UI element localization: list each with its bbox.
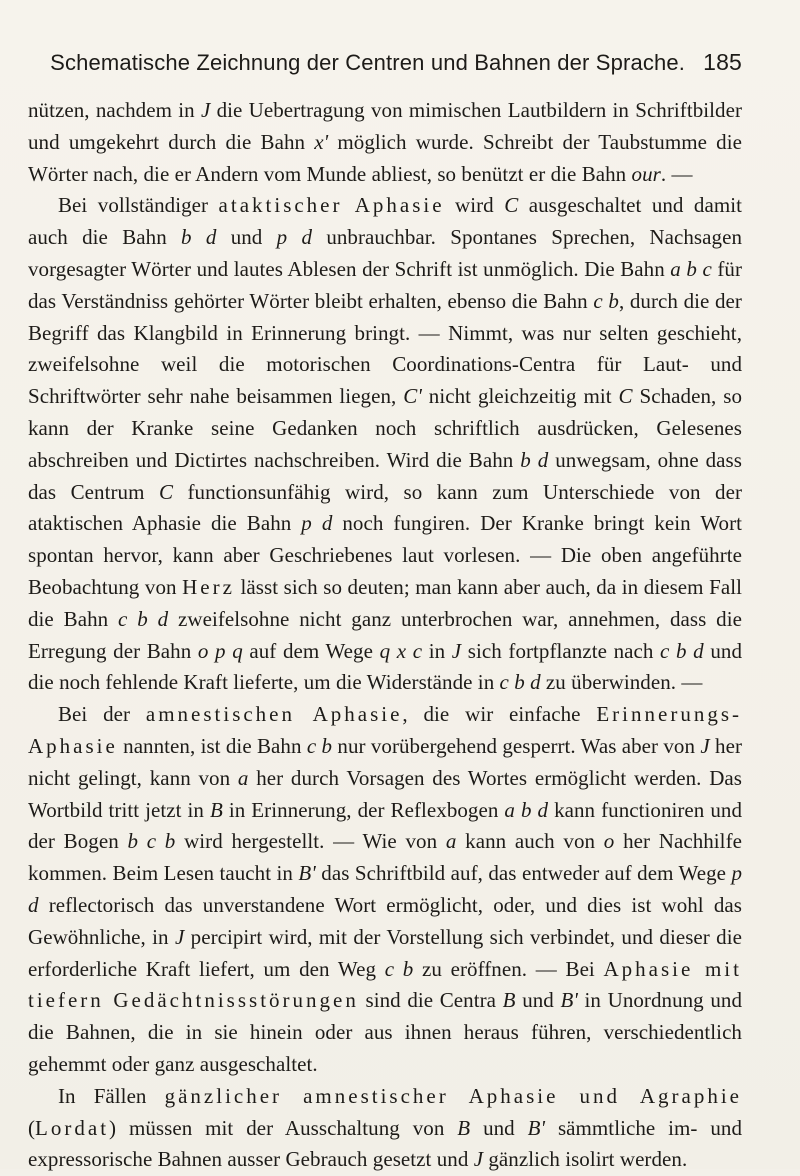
text-run: auf dem Wege (242, 638, 380, 663)
text-run: Schaden, so kann der Kranke seine Gedanken noch schriftlich ausdrücken, Gelesenes abschreiben und Dictirtes nachschreiben. Wird die Bahn (28, 384, 743, 472)
text-run: sich fortpflanzte nach (461, 638, 661, 663)
formula-symbol: J (200, 98, 211, 122)
formula-symbol: C' (403, 384, 422, 409)
formula-symbol: C (504, 193, 519, 218)
formula-symbol: B' (527, 1115, 546, 1140)
text-run: unwegsam, ohne dass das Centrum (28, 447, 742, 504)
text-run: Bei vollständiger (58, 193, 219, 218)
formula-symbol: J (451, 638, 462, 663)
paragraph (28, 95, 742, 190)
body-text (28, 95, 742, 1176)
formula-symbol: J (473, 1147, 484, 1172)
text-run: kann auch von (456, 829, 604, 854)
spaced-emphasis: ataktischer Aphasie (218, 193, 445, 218)
text-run: zweifelsohne nicht ganz unterbrochen war, annehmen, dass die Erregung der Bahn (28, 606, 742, 663)
formula-symbol: p d (28, 861, 742, 917)
text-run: zu eröffnen. — Bei (413, 956, 604, 981)
paragraph (28, 190, 742, 699)
text-run: sämmtliche im- und expressorische Bahnen ausser Gebrauch gesetzt und (28, 1115, 743, 1172)
text-run: für das Verständniss gehörter Wörter bleibt erhalten, ebenso die Bahn (28, 256, 742, 313)
text-run: und (470, 1115, 528, 1140)
text-run: gänzlich isolirt werden. (483, 1147, 688, 1172)
formula-symbol: c b (384, 956, 414, 981)
spaced-emphasis: amnestischen Aphasie (145, 702, 403, 727)
formula-symbol: b c b (127, 829, 176, 854)
text-run: her nicht gelingt, kann von (28, 733, 742, 790)
formula-symbol: c b (306, 733, 333, 758)
formula-symbol: a b d (504, 797, 549, 822)
formula-symbol: B' (560, 988, 578, 1013)
text-run: und (515, 988, 561, 1013)
running-header (32, 48, 742, 77)
formula-symbol: a b c (670, 256, 712, 281)
formula-symbol: B (502, 988, 516, 1013)
formula-symbol: b d (520, 447, 549, 472)
formula-symbol: C (618, 384, 633, 409)
text-run: Bei der (58, 702, 146, 727)
text-run: wird hergestellt. — Wie von (175, 829, 446, 854)
formula-symbol: p d (276, 225, 313, 250)
formula-symbol: c b d (499, 670, 541, 695)
formula-symbol: B (457, 1115, 471, 1140)
text-run: möglich wurde. Schreibt der Taubstumme die Wörter nach, die er Andern vom Munde abliest, so benützt er die Bahn (28, 129, 742, 186)
spaced-emphasis: gänzlicher amnestischer Aphasie und Agraphie (164, 1083, 743, 1108)
text-run: noch fungiren. Der Kranke bringt kein Wort spontan hervor, kann aber Geschriebenes laut vorlesen. — Die oben angeführte Beobachtung von (28, 511, 742, 599)
text-run: das Schriftbild auf, das entweder auf dem Wege (315, 861, 732, 886)
page-number: 185 (703, 49, 742, 75)
text-run: in Erinnerung, der Reflexbogen (222, 797, 505, 822)
paragraph (28, 1081, 742, 1176)
text-run: In Fällen (58, 1083, 165, 1108)
formula-symbol: c b d (660, 638, 704, 663)
text-run: ( (28, 1115, 36, 1140)
text-run: nannten, ist die Bahn (117, 733, 307, 758)
text-run: functionsunfähig wird, so kann zum Unterschiede von der ataktischen Aphasie die Bahn (28, 479, 742, 536)
text-run: . — (660, 161, 693, 186)
text-run: , die wir einfache (402, 702, 597, 727)
formula-symbol: b d (181, 225, 217, 250)
formula-symbol: B (209, 797, 223, 822)
spaced-emphasis: Lordat (35, 1115, 110, 1140)
text-run: nur vorübergehend gesperrt. Was aber von (332, 733, 701, 758)
spaced-emphasis: Erinnerungs-Aphasie (28, 702, 742, 758)
text-run: nützen, nachdem in (28, 98, 201, 122)
formula-symbol: q x c (379, 638, 423, 663)
text-run: nicht gleichzeitig mit (421, 384, 619, 409)
formula-symbol: C (158, 479, 173, 504)
text-run: in (422, 638, 452, 663)
spaced-emphasis: Herz (182, 574, 235, 599)
text-run: zu überwinden. — (540, 670, 703, 695)
formula-symbol: a (237, 765, 249, 790)
text-run: und die noch fehlende Kraft lieferte, um die Widerstände in (28, 638, 742, 695)
formula-symbol: our (631, 161, 661, 186)
paragraph (28, 699, 742, 1081)
text-run: her durch Vorsagen des Wortes ermöglicht werden. Das Wortbild tritt jetzt in (28, 765, 743, 822)
text-run: lässt sich so deuten; man kann aber auch, da in diesem Fall die Bahn (28, 574, 742, 631)
formula-symbol: J (174, 924, 185, 949)
formula-symbol: o p q (197, 638, 243, 663)
formula-symbol: x' (314, 129, 329, 154)
formula-symbol: p d (301, 511, 333, 536)
text-run: die Uebertragung von mimischen Lautbildern in Schriftbilder und umgekehrt durch die Bahn (28, 98, 742, 154)
running-title: Schematische Zeichnung der Centren und Bahnen der Sprache. (50, 50, 686, 75)
formula-symbol: c b d (118, 606, 169, 631)
text-run: unbrauchbar. Spontanes Sprechen, Nachsagen vorgesagter Wörter und lautes Ablesen der Schrift ist unmöglich. Die Bahn (28, 225, 742, 281)
text-run: percipirt wird, mit der Vorstellung sich verbindet, und dieser die erforderliche Kraft liefert, um den Weg (28, 924, 742, 981)
formula-symbol: B' (298, 861, 316, 886)
text-run: ) müssen mit der Ausschaltung von (109, 1115, 458, 1140)
text-run: wird (444, 193, 505, 218)
formula-symbol: J (700, 733, 710, 758)
text-run: sind die Centra (358, 988, 503, 1013)
formula-symbol: o (603, 829, 615, 854)
text-run: ausgeschaltet und damit auch die Bahn (28, 193, 743, 250)
spaced-emphasis: Aphasie mit tiefern Gedächtnissstörungen (28, 956, 742, 1013)
text-run: her Nachhilfe kommen. Beim Lesen taucht in (28, 829, 742, 886)
text-run: , durch die der Begriff das Klangbild in Erinnerung bringt. — Nimmt, was nur selten geschieht, zweifelsohne weil die motorischen Coordinations-Centra für Laut- und Schriftwörter sehr nahe beisammen liegen, (28, 288, 742, 409)
formula-symbol: c b (593, 288, 619, 313)
text-run: in Unordnung und die Bahnen, die in sie hinein oder aus ihnen heraus führen, verschiedentlich gehemmt oder ganz ausgeschaltet. (28, 988, 742, 1076)
text-run: reflectorisch das unverstandene Wort ermöglicht, oder, und dies ist wohl das Gewöhnliche, in (28, 892, 742, 949)
formula-symbol: a (445, 829, 457, 854)
text-run: kann functioniren und der Bogen (28, 797, 742, 854)
text-run: und (216, 225, 277, 250)
